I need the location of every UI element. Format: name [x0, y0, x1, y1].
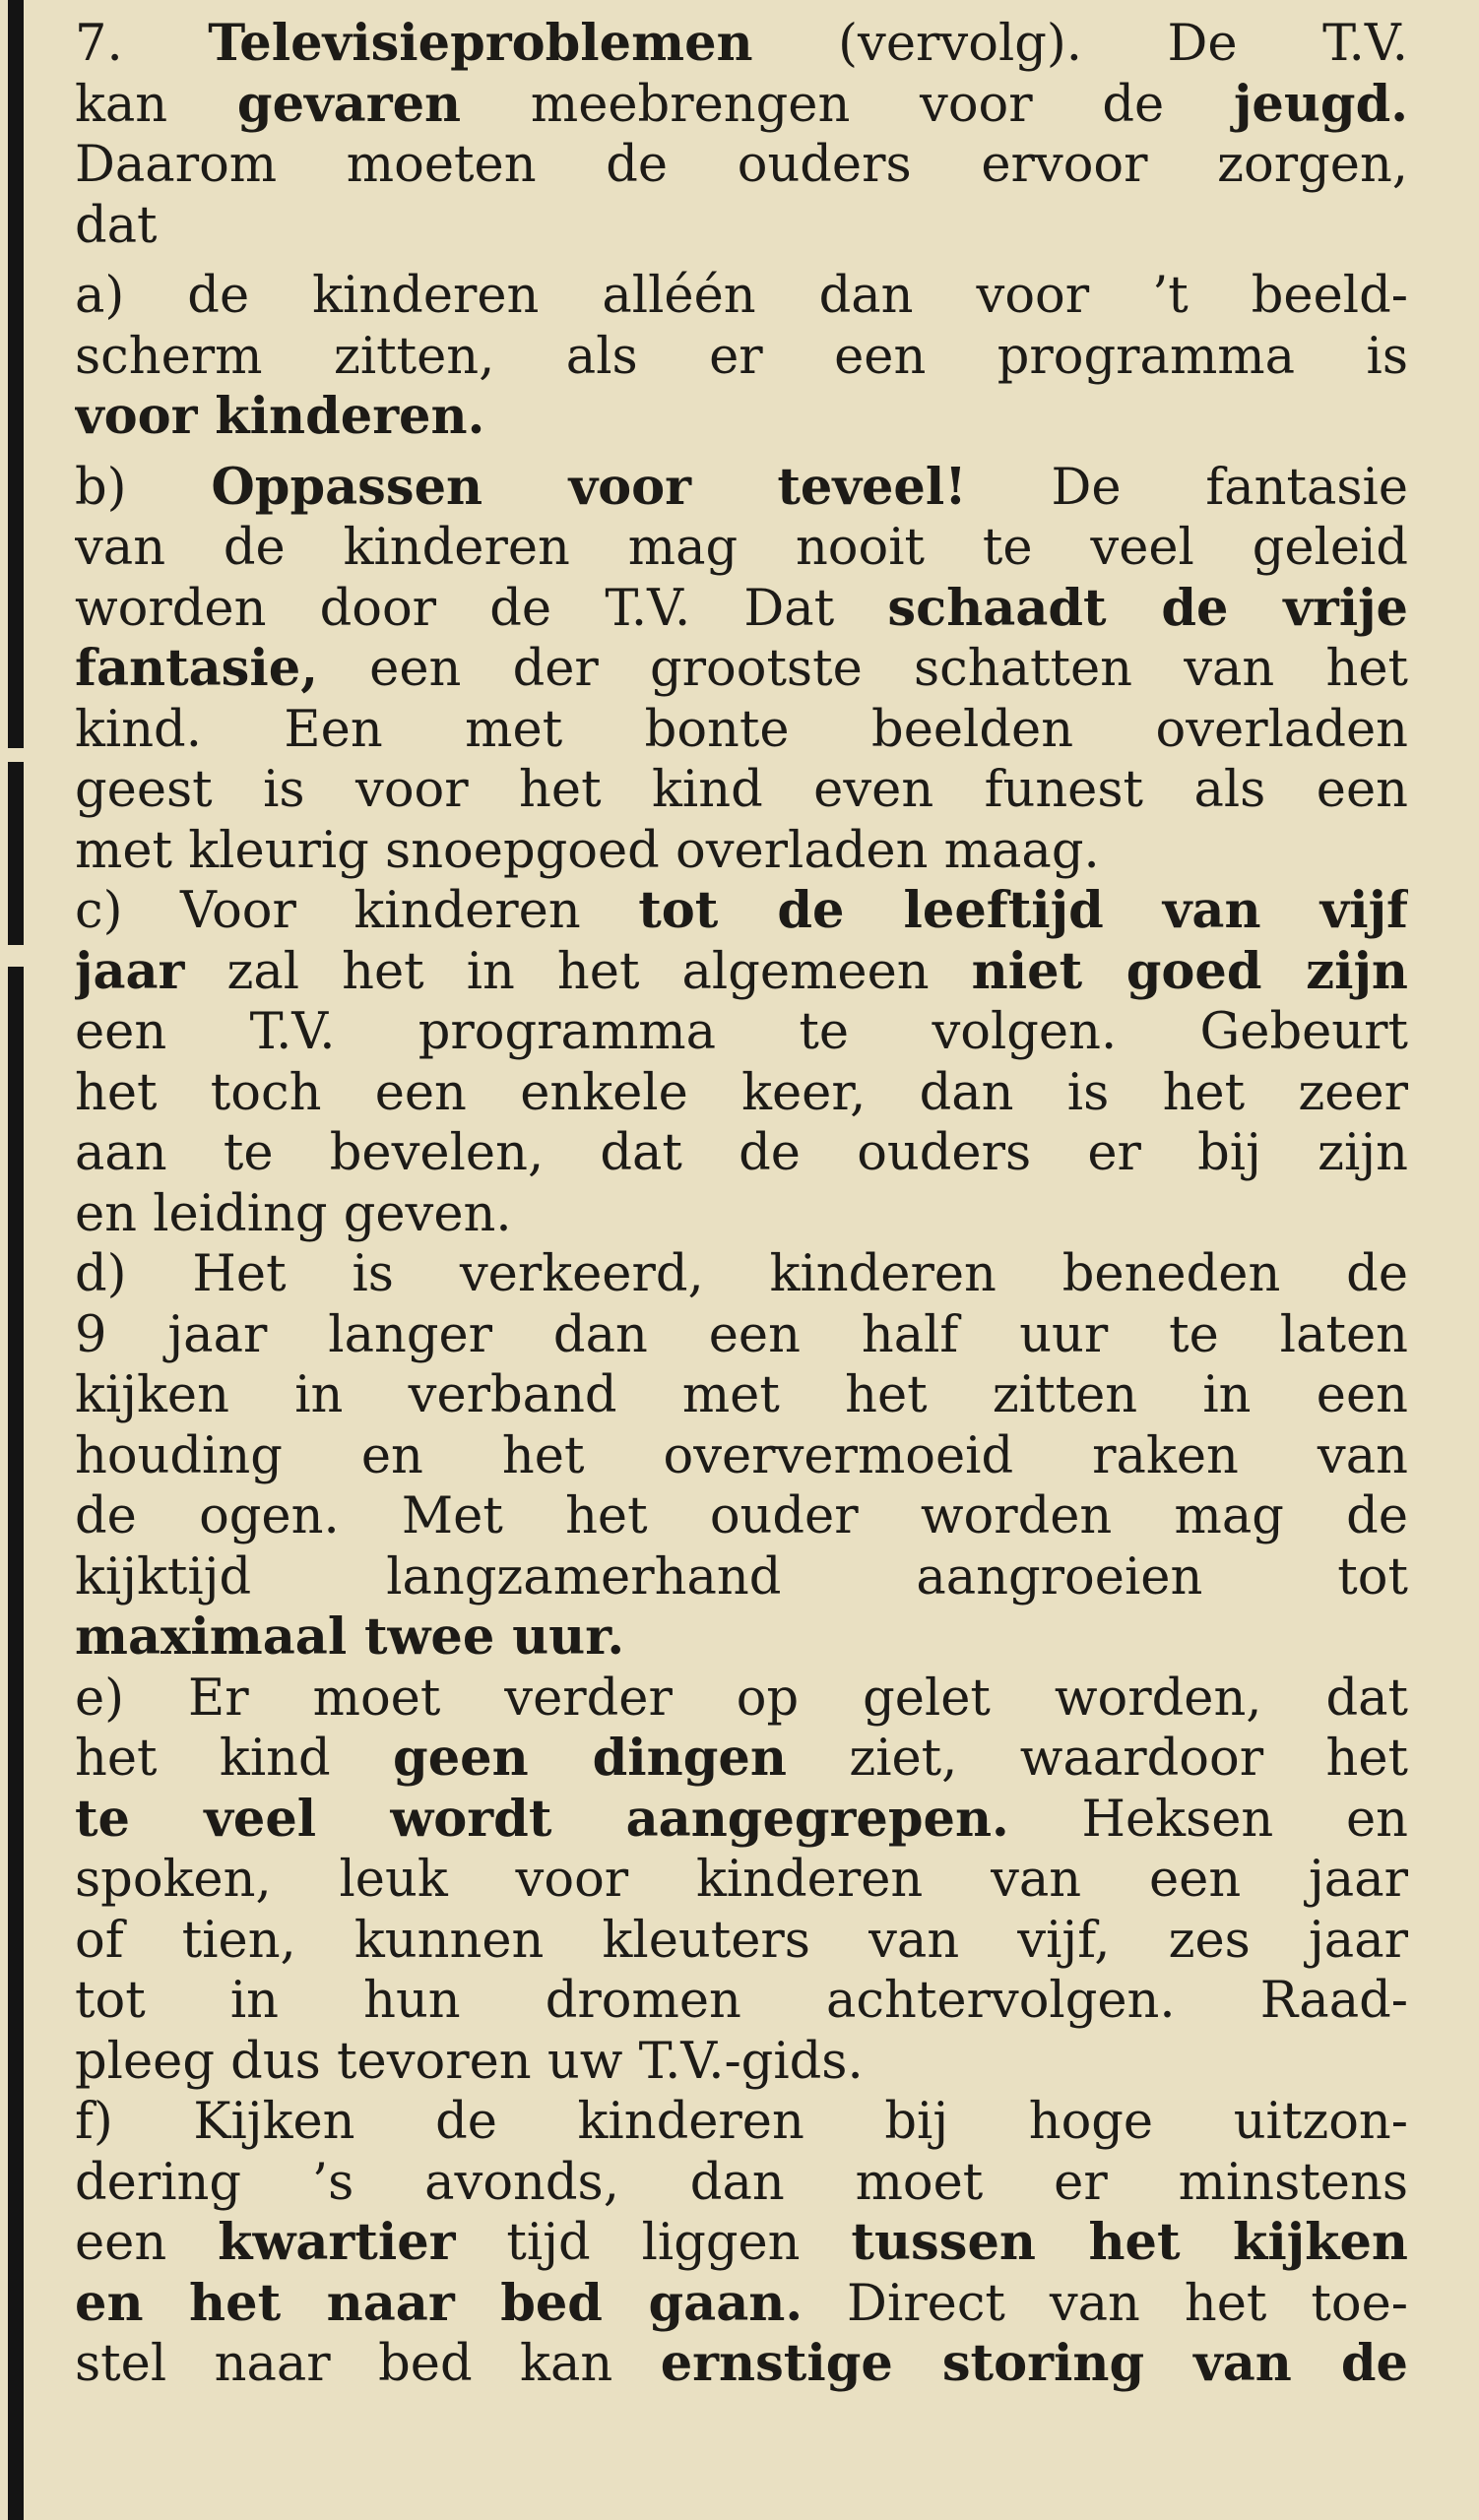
text-segment: en leiding geven. — [75, 1184, 512, 1243]
text-line — [75, 1063, 1408, 1124]
text-line — [75, 942, 1408, 1003]
text-line — [75, 327, 1408, 388]
text-line — [75, 14, 1408, 75]
article-column — [75, 14, 1408, 2395]
text-segment: zal het in het algemeen — [184, 942, 972, 1001]
text-line — [75, 458, 1408, 519]
text-segment: of tien, kunnen kleuters van vijf, zes jaar — [75, 1911, 1408, 1970]
text-segment: het toch een enkele keer, dan is het zeer — [75, 1063, 1408, 1122]
text-line — [75, 387, 1408, 448]
text-segment: dering ’s avonds, dan moet er minstens — [75, 2153, 1408, 2212]
text-segment: Daarom moeten de ouders ervoor zorgen, — [75, 136, 1408, 194]
text-line — [75, 1123, 1408, 1184]
text-segment: c) Voor kinderen — [75, 882, 639, 940]
bold-text: jeugd. — [1233, 74, 1408, 134]
rule-break — [8, 945, 24, 967]
bold-text: tussen het kijken — [851, 2213, 1408, 2272]
text-segment: spoken, leuk voor kinderen van een jaar — [75, 1851, 1408, 1909]
text-segment: meebrengen voor de — [461, 75, 1234, 134]
bold-text: niet goed zijn — [971, 941, 1408, 1001]
text-line — [75, 2153, 1408, 2214]
text-segment: van de kinderen mag nooit te veel geleid — [75, 519, 1408, 577]
text-line — [75, 2274, 1408, 2335]
text-line — [75, 821, 1408, 882]
text-line — [75, 2092, 1408, 2153]
text-line — [75, 639, 1408, 700]
text-line — [75, 1607, 1408, 1669]
text-segment: 7. — [75, 15, 209, 73]
bold-text: ernstige storing van de — [660, 2334, 1408, 2393]
text-segment: f) Kijken de kinderen bij hoge uitzon- — [75, 2093, 1408, 2151]
bold-text: maximaal twee uur. — [75, 1607, 625, 1667]
text-line — [75, 266, 1408, 327]
text-line — [75, 1426, 1408, 1487]
text-line — [75, 1790, 1408, 1851]
text-line — [75, 1486, 1408, 1547]
bold-text: kwartier — [218, 2213, 456, 2272]
text-line — [75, 579, 1408, 640]
text-line — [75, 1971, 1408, 2032]
text-segment: kijktijd langzamerhand aangroeien tot — [75, 1547, 1408, 1606]
text-segment: (vervolg). De T.V. — [752, 15, 1408, 73]
text-segment: 9 jaar langer dan een half uur te laten — [75, 1305, 1408, 1364]
text-line — [75, 1365, 1408, 1426]
bold-text: gevaren — [236, 74, 462, 134]
text-line — [75, 1305, 1408, 1366]
text-segment: aan te bevelen, dat de ouders er bij zijn — [75, 1124, 1408, 1182]
text-segment: de ogen. Met het ouder worden mag de — [75, 1487, 1408, 1545]
text-segment: een T.V. programma te volgen. Gebeurt — [75, 1003, 1408, 1061]
bold-text: tot de leeftijd van vijf — [638, 881, 1408, 940]
text-line — [75, 2334, 1408, 2395]
text-line — [75, 1547, 1408, 1608]
text-segment: Heksen en — [1008, 1790, 1408, 1849]
bold-text: voor kinderen. — [75, 387, 485, 446]
text-segment: kijken in verband met het zitten in een — [75, 1366, 1408, 1424]
text-line — [75, 1911, 1408, 1972]
bold-text: jaar — [75, 941, 185, 1001]
bold-text: fantasie, — [75, 639, 318, 698]
text-segment: ziet, waardoor het — [786, 1730, 1408, 1788]
text-segment: het kind — [75, 1730, 394, 1788]
text-line — [75, 2213, 1408, 2274]
text-line — [75, 1850, 1408, 1911]
text-segment: kan — [75, 75, 237, 134]
text-segment: kind. Een met bonte beelden overladen — [75, 700, 1408, 759]
text-segment: stel naar bed kan — [75, 2335, 661, 2393]
text-segment: Direct van het toe- — [803, 2274, 1408, 2333]
bold-text: en het naar bed gaan. — [75, 2273, 804, 2333]
text-segment: a) de kinderen alléén dan voor ’t beeld- — [75, 267, 1408, 325]
paragraph-gap — [75, 256, 1408, 266]
text-line — [75, 75, 1408, 136]
rule-break — [8, 748, 24, 762]
text-line — [75, 881, 1408, 942]
bold-text: geen dingen — [393, 1729, 787, 1788]
bold-text: te veel wordt aangegrepen. — [75, 1789, 1009, 1849]
bold-text: Televisieproblemen — [208, 14, 753, 73]
text-line — [75, 1184, 1408, 1245]
text-line — [75, 1244, 1408, 1305]
bold-text: schaadt de vrije — [887, 578, 1408, 638]
text-line — [75, 1002, 1408, 1063]
text-line — [75, 760, 1408, 821]
text-segment: een der grootste schatten van het — [317, 640, 1408, 698]
text-segment: geest is voor het kind even funest als een — [75, 761, 1408, 819]
text-segment: dat — [75, 196, 158, 255]
text-line — [75, 700, 1408, 761]
text-segment: De fantasie — [966, 458, 1408, 517]
text-line — [75, 1669, 1408, 1730]
text-line — [75, 518, 1408, 579]
text-segment: pleeg dus tevoren uw T.V.-gids. — [75, 2032, 864, 2091]
text-line — [75, 135, 1408, 196]
text-segment: een — [75, 2214, 219, 2272]
text-segment: tot in hun dromen achtervolgen. Raad- — [75, 1972, 1408, 2030]
bold-text: Oppassen voor teveel! — [211, 457, 967, 517]
text-segment: b) — [75, 458, 212, 517]
text-segment: scherm zitten, als er een programma is — [75, 327, 1408, 386]
left-column-rule — [8, 0, 24, 2520]
text-segment: d) Het is verkeerd, kinderen beneden de — [75, 1245, 1408, 1303]
text-segment: worden door de T.V. Dat — [75, 579, 888, 638]
text-segment: met kleurig snoepgoed overladen maag. — [75, 821, 1100, 880]
text-line — [75, 196, 1408, 257]
text-segment: houding en het oververmoeid raken van — [75, 1426, 1408, 1485]
text-line — [75, 1729, 1408, 1790]
text-segment: tijd liggen — [455, 2214, 852, 2272]
paragraph-gap — [75, 448, 1408, 458]
text-segment: e) Er moet verder op gelet worden, dat — [75, 1669, 1408, 1728]
text-line — [75, 2032, 1408, 2093]
